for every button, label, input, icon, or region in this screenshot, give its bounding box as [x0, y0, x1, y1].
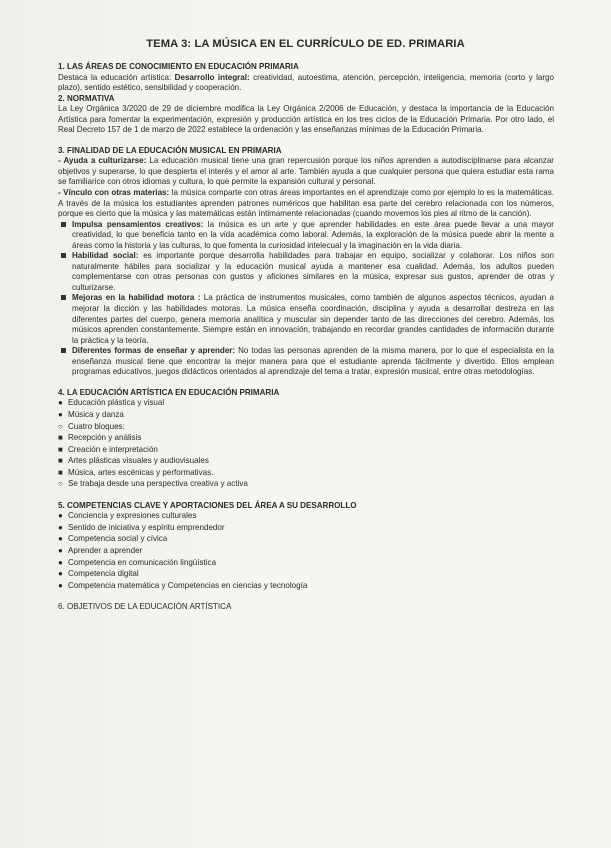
section-3-item	[72, 251, 554, 293]
spacer	[58, 491, 554, 501]
square-bullet-icon: ■	[58, 467, 63, 477]
section-3-p2-label: - Vínculo con otras materias:	[58, 188, 172, 198]
list-item	[58, 479, 554, 490]
item-label: Impulsa pensamientos creativos:	[72, 219, 208, 229]
section-3-paragraph-1	[58, 156, 554, 188]
list-item	[58, 534, 554, 545]
item-text: la música es un arte y que aprender habilidades en este área puede llevar a una mayor creatividad, lo que beneficia tanto en la vida académica como laboral. Además, la exploración de la música puede abrir la mente a áreas como la historia y las culturas, lo que fomenta la curiosidad intelecual y la imaginación en la vida diaria.	[72, 219, 554, 250]
section-2-heading: 2. NORMATIVA	[58, 93, 115, 103]
list-item-text: Competencia matemática y Competencias en ciencias y tecnología	[68, 580, 308, 590]
list-item	[58, 523, 554, 534]
section-3-paragraph-2	[58, 188, 554, 220]
item-label: Diferentes formas de enseñar y aprender:	[72, 346, 239, 356]
section-5-heading: 5. COMPETENCIAS CLAVE Y APORTACIONES DEL ÁREA A SU DESARROLLO	[58, 500, 357, 510]
section-1-text-a: Destaca la educación artística:	[58, 72, 175, 82]
bullet-icon: ●	[58, 522, 63, 532]
list-item-text: Creación e interpretación	[68, 444, 158, 454]
spacer	[58, 378, 554, 388]
bullet-icon: ●	[58, 409, 63, 419]
spacer	[58, 136, 554, 146]
section-3-item	[72, 346, 554, 378]
list-item-text: Recepción y análisis	[68, 433, 142, 443]
bullet-icon: ●	[58, 534, 63, 544]
section-3-p2-text: la música comparte con otras áreas importantes en el aprendizaje como por ejemplo lo es la matemáticas. A través de la música los estudiantes aprenden patrones numéricos que habilitan esa parte del cerebro relacionada con los números, porque es cierto que la música y las matemáticas están íntimamente relacionadas (cuando movemos los pies al ritmo de la canción).	[58, 188, 555, 219]
section-3-p1-text: La educación musical tiene una gran repercusión porque los niños aprenden a autodisciplinarse para alcanzar objetivos y superarse, lo que despierta el interés y el amor al arte. También ayuda a que cualquier persona que quiera estudiar esta rama se familiarice con otros idiomas y cultura, lo que permite la expansión cultural y personal.	[58, 156, 554, 187]
spacer	[58, 592, 554, 602]
section-1-text-b: Desarrollo integral:	[174, 72, 254, 82]
circle-bullet-icon: ○	[58, 421, 63, 431]
section-1-text	[58, 73, 554, 94]
square-bullet-icon: ■	[58, 433, 63, 443]
list-item-text: Conciencia y expresiones culturales	[68, 511, 197, 521]
list-item	[58, 445, 554, 456]
list-item	[58, 511, 554, 522]
list-item	[58, 569, 554, 580]
list-item-text: Competencia en comunicación lingüística	[68, 557, 217, 567]
list-item	[58, 433, 554, 444]
section-3-p1-label: - Ayuda a culturizarse:	[58, 156, 150, 166]
list-item-text: Artes plásticas visuales y audiovisuales	[68, 456, 209, 466]
section-1-heading: 1. LAS ÁREAS DE CONOCIMIENTO EN EDUCACIÓN PRIMARIA	[58, 62, 299, 71]
item-text: es importante porque desarrolla habilidades para trabajar en equipo, socializar y colaborar. Los niños son naturalmente hábiles para socializar y la educación musical ayuda a mantener esa cualidad. Además, los adultos pueden complementarse con otras personas con gustos y aficiones similares en la música, expresar sus gustos, aprender de otras y culturizarse.	[72, 251, 554, 292]
list-item	[58, 558, 554, 569]
list-item-text: Música y danza	[68, 409, 124, 419]
circle-bullet-icon: ○	[58, 479, 63, 489]
item-text: La práctica de instrumentos musicales, como también de algunos aspectos técnicos, ayudan a mejorar la dicción y las habilidades motoras. La música enseña coordinación, disciplina y ayuda a desarrollar destreza en las diferentes partes del cuerpo, genera memoria analítica y muscular sin depender tanto de las direcciones del cerebro. Además, los músicos aprenden constantemente. Siempre están en innovación, trabajando en recordar grandes cantidades de información durante la práctica y la teoría.	[72, 293, 555, 345]
list-item-text: Aprender a aprender	[68, 545, 143, 555]
list-item-text: Competencia digital	[68, 569, 139, 579]
square-bullet-icon: ■	[58, 456, 63, 466]
square-bullet-icon: ■	[58, 444, 63, 454]
list-item-text: Música, artes escénicas y performativas.	[68, 467, 214, 477]
list-item	[58, 398, 554, 409]
list-item-text: Se trabaja desde una perspectiva creativa y activa	[68, 479, 248, 489]
bullet-icon: ●	[58, 580, 63, 590]
section-3-heading: 3. FINALIDAD DE LA EDUCACIÓN MUSICAL EN PRIMARIA	[58, 145, 282, 155]
section-4-list	[58, 398, 554, 489]
section-3-item	[72, 220, 554, 252]
list-item-text: Sentido de iniciativa y espíritu emprendedor	[68, 522, 225, 532]
bullet-icon: ●	[58, 557, 63, 567]
section-3-item	[72, 293, 554, 346]
list-item	[58, 410, 554, 421]
item-label: Habilidad social:	[72, 251, 144, 261]
document-body	[58, 62, 554, 613]
item-text: No todas las personas aprenden de la misma manera, por lo que el especialista en la enseñanza musical tiene que encontrar la mejor manera para que el estudiante aprenda fácilmente y divertido. Ellos emplean programas educativos, juegos didácticos orientados al aprendizaje del tema a tratar, expresión musical, entre otras metodologías.	[72, 346, 554, 377]
section-4-heading: 4. LA EDUCACIÓN ARTÍSTICA EN EDUCACIÓN PRIMARIA	[58, 387, 280, 397]
bullet-icon: ●	[58, 511, 63, 521]
section-5-list	[58, 511, 554, 591]
bullet-icon: ●	[58, 545, 63, 555]
section-1-text-c: creatividad, autoestima, atención, percepción, inteligencia, memoria (corto y largo plazo), sentido estético, sensibilidad y cooperación.	[58, 72, 554, 93]
section-6-heading: 6. OBJETIVOS DE LA EDUCACIÓN ARTÍSTICA	[58, 602, 232, 612]
list-item	[58, 456, 554, 467]
bullet-icon: ●	[58, 398, 63, 408]
list-item	[58, 546, 554, 557]
section-2-text: La Ley Orgánica 3/2020 de 29 de diciembre modifica la Ley Orgánica 2/2006 de Educación, y destaca la importancia de la Educación Artística para fomentar la experimentación, expresión y producción artística en los tres ciclos de la Educación Primaria. Por otro lado, el Real Decreto 157 de 1 de marzo de 2022 establece la ordenación y las enseñanzas mínimas de la Educación Primaria.	[58, 104, 554, 135]
list-item-text: Cuatro bloques:	[68, 421, 125, 431]
list-item	[58, 581, 554, 592]
list-item-text: Competencia social y cívica	[68, 534, 168, 544]
item-label: Mejoras en la habilidad motora :	[72, 293, 204, 303]
document-title: TEMA 3: LA MÚSICA EN EL CURRÍCULO DE ED. PRIMARIA	[146, 38, 465, 50]
list-item-text: Educación plástica y visual	[68, 398, 165, 408]
bullet-icon: ●	[58, 569, 63, 579]
list-item	[58, 422, 554, 433]
list-item	[58, 468, 554, 479]
